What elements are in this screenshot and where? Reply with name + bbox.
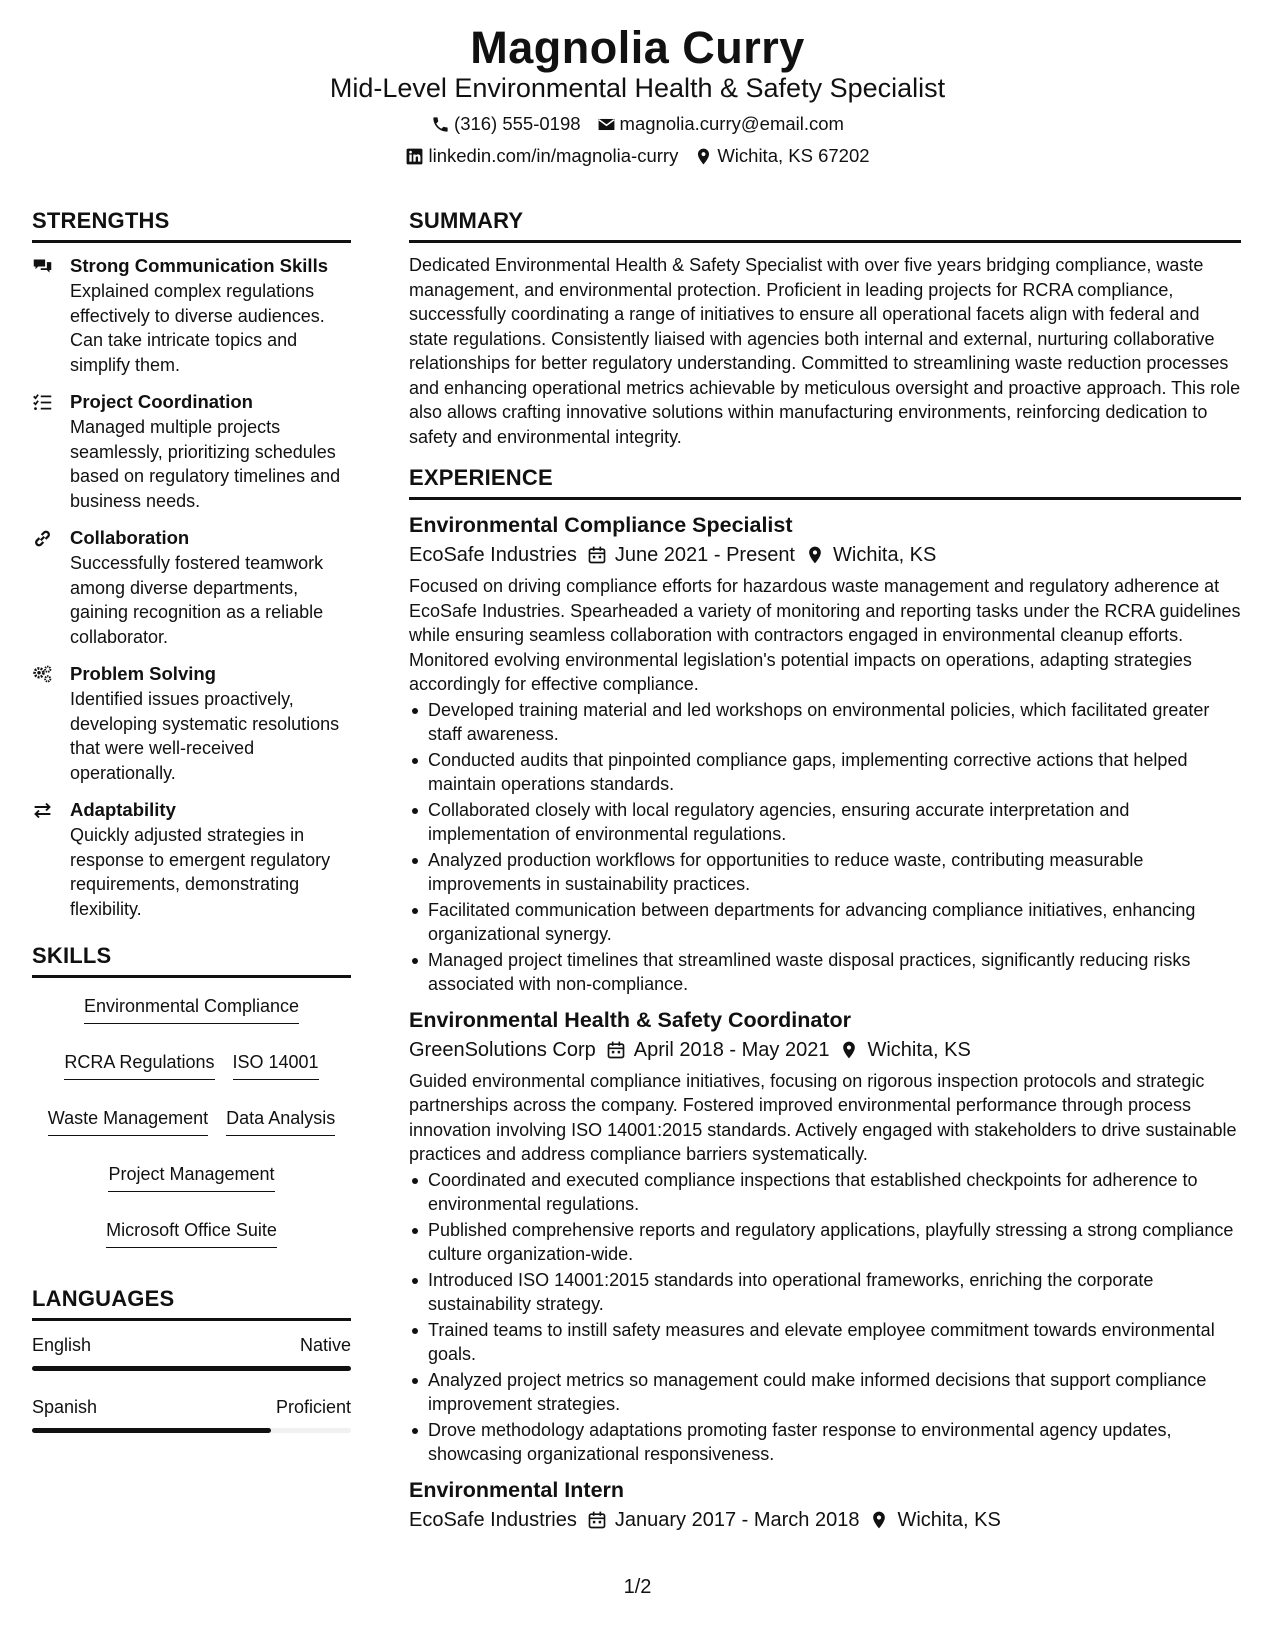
language-name: English bbox=[32, 1335, 92, 1355]
job-dates-wrap bbox=[587, 1505, 860, 1535]
job-dates-wrap bbox=[606, 1035, 830, 1065]
bullet-item: Facilitated communication between departments for advancing compliance initiatives, enhancing organizational synergy. bbox=[409, 898, 1241, 947]
bullet-item: Managed project timelines that streamlined waste disposal practices, significantly reducing risks associated with non-compliance. bbox=[409, 948, 1241, 997]
job-description: Focused on driving compliance efforts for hazardous waste management and regulatory adherence at EcoSafe Industries. Spearheaded a variety of monitoring and reporting tasks under the RCRA guidelines while ensuring seamless collaboration with contractors engaged in environmental cleanup efforts. Monitored evolving environmental legislation's potential impacts on operations, adapting strategies accordingly for effective compliance. bbox=[409, 576, 1241, 694]
job-dates: June 2021 - Present bbox=[614, 544, 795, 566]
skill-tag: RCRA Regulations bbox=[64, 1050, 214, 1080]
job-title: Environmental Intern bbox=[409, 1477, 625, 1502]
job-location-wrap bbox=[869, 1505, 1000, 1535]
arrows-exchange-icon bbox=[32, 800, 53, 821]
comments-icon bbox=[32, 256, 53, 277]
language-item bbox=[32, 1397, 351, 1433]
skills-list bbox=[32, 988, 351, 1256]
language-proficiency-fill bbox=[32, 1428, 271, 1433]
strength-description: Managed multiple projects seamlessly, prioritizing schedules based on regulatory timelines and business needs. bbox=[70, 417, 341, 511]
job-company: GreenSolutions Corp bbox=[409, 1038, 596, 1061]
strength-description: Successfully fostered teamwork among diverse departments, gaining recognition as a reliable collaborator. bbox=[70, 553, 324, 647]
email-contact[interactable] bbox=[597, 113, 844, 135]
strength-item bbox=[32, 253, 351, 377]
link-icon bbox=[32, 528, 53, 549]
job-company: EcoSafe Industries bbox=[409, 544, 577, 566]
job-location: Wichita, KS bbox=[897, 1508, 1001, 1531]
bullet-item: Collaborated closely with local regulatory agencies, ensuring accurate interpretation and implementation of environmental regulations. bbox=[409, 798, 1241, 847]
gears-icon bbox=[32, 664, 53, 685]
job-location: Wichita, KS bbox=[867, 1038, 971, 1061]
job-meta bbox=[409, 1035, 1241, 1065]
location-text: Wichita, KS 67202 bbox=[717, 145, 870, 166]
right-column bbox=[409, 208, 1241, 1535]
job-location-wrap bbox=[805, 540, 936, 570]
strength-description: Identified issues proactively, developing systematic resolutions that were well-received operationally. bbox=[70, 689, 340, 783]
email-address: magnolia.curry@email.com bbox=[619, 113, 844, 134]
strength-title: Adaptability bbox=[70, 799, 176, 820]
strength-item bbox=[32, 661, 351, 785]
strength-title: Collaboration bbox=[70, 527, 190, 548]
bullet-item: Developed training material and led workshops on environmental policies, which facilitated greater staff awareness. bbox=[409, 698, 1241, 747]
page-number: 1/2 bbox=[623, 1576, 652, 1598]
left-column bbox=[32, 208, 351, 1433]
job-title: Environmental Health & Safety Coordinator bbox=[409, 1007, 852, 1032]
languages-heading: LANGUAGES bbox=[32, 1286, 351, 1321]
summary-heading: SUMMARY bbox=[409, 208, 1241, 243]
map-pin-icon bbox=[869, 1510, 889, 1530]
envelope-icon bbox=[597, 115, 616, 134]
linkedin-contact[interactable] bbox=[405, 145, 678, 167]
job-location: Wichita, KS bbox=[833, 544, 937, 566]
map-pin-icon bbox=[805, 545, 825, 565]
contact-row-1 bbox=[0, 113, 1275, 135]
map-pin-icon bbox=[839, 1040, 859, 1060]
bullet-item: Published comprehensive reports and regulatory applications, playfully stressing a strong compliance culture organization-wide. bbox=[409, 1218, 1241, 1267]
job-entry bbox=[409, 510, 1241, 997]
experience-list bbox=[409, 510, 1241, 1535]
language-level: Native bbox=[299, 1335, 351, 1355]
skill-tag: Waste Management bbox=[48, 1106, 208, 1136]
strength-title: Problem Solving bbox=[70, 663, 216, 684]
skill-tag: ISO 14001 bbox=[233, 1050, 319, 1080]
contact-row-2 bbox=[0, 145, 1275, 167]
calendar-icon bbox=[587, 545, 607, 565]
language-level: Proficient bbox=[275, 1397, 351, 1417]
linkedin-icon bbox=[405, 147, 424, 166]
skill-tag: Environmental Compliance bbox=[84, 994, 299, 1024]
skills-heading: SKILLS bbox=[32, 943, 351, 978]
job-dates: April 2018 - May 2021 bbox=[633, 1038, 830, 1061]
bullet-item: Introduced ISO 14001:2015 standards into operational frameworks, enriching the corporate sustainability strategy. bbox=[409, 1268, 1241, 1317]
job-dates: January 2017 - March 2018 bbox=[614, 1508, 860, 1531]
job-location-wrap bbox=[839, 1035, 970, 1065]
bullet-item: Analyzed production workflows for opportunities to reduce waste, contributing measurable improvements in sustainability practices. bbox=[409, 848, 1241, 897]
strength-description: Quickly adjusted strategies in response to emergent regulatory requirements, demonstrating flexibility. bbox=[70, 825, 331, 919]
map-pin-icon bbox=[694, 147, 713, 166]
strength-title: Project Coordination bbox=[70, 391, 253, 412]
summary-text: Dedicated Environmental Health & Safety Specialist with over five years bridging compliance, waste management, and environmental protection. Proficient in leading projects for RCRA compliance, successfully coordinating a range of initiatives to ensure all operational facets align with federal and state regulations. Consistently liaised with agencies both internal and external, nurturing collaborative relationships for better regulatory understanding. Committed to streamlining waste reduction processes and enhancing operational metrics achievable by meticulous oversight and proactive approach. This role also allows crafting innovative solutions within manufacturing environments, reinforcing dedication to safety and environmental integrity. bbox=[409, 255, 1241, 447]
list-check-icon bbox=[32, 392, 53, 413]
skill-tag: Microsoft Office Suite bbox=[106, 1218, 277, 1248]
calendar-icon bbox=[606, 1040, 626, 1060]
job-title: Environmental Compliance Specialist bbox=[409, 513, 793, 537]
bullet-item: Trained teams to instill safety measures and elevate employee commitment towards environmental goals. bbox=[409, 1318, 1241, 1367]
language-proficiency-fill bbox=[32, 1366, 351, 1371]
language-proficiency-bar bbox=[32, 1428, 351, 1433]
language-name: Spanish bbox=[32, 1397, 98, 1417]
job-entry bbox=[409, 1005, 1241, 1467]
job-description: Guided environmental compliance initiatives, focusing on rigorous inspection protocols and strategic partnerships across the company. Fostered improved environmental performance through process innovation involving ISO 14001:2015 standards. Actively engaged with stakeholders to drive sustainable practices and address compliance barriers systematically. bbox=[409, 1070, 1237, 1164]
job-dates-wrap bbox=[587, 540, 795, 570]
linkedin-url: linkedin.com/in/magnolia-curry bbox=[428, 145, 679, 166]
strength-item bbox=[32, 389, 351, 513]
strength-description: Explained complex regulations effectively to diverse audiences. Can take intricate topics and simplify them. bbox=[70, 281, 325, 375]
calendar-icon bbox=[587, 1510, 607, 1530]
language-item bbox=[32, 1335, 351, 1371]
job-meta bbox=[409, 1505, 1241, 1535]
phone-contact[interactable] bbox=[431, 113, 581, 135]
job-meta bbox=[409, 540, 1241, 570]
job-company: EcoSafe Industries bbox=[409, 1508, 577, 1531]
phone-number: (316) 555-0198 bbox=[454, 113, 581, 134]
bullet-item: Conducted audits that pinpointed compliance gaps, implementing corrective actions that helped maintain operations standards. bbox=[409, 748, 1241, 797]
bullet-item: Analyzed project metrics so management could make informed decisions that support compliance improvement strategies. bbox=[409, 1368, 1241, 1417]
strengths-heading: STRENGTHS bbox=[32, 208, 351, 243]
phone-icon bbox=[431, 115, 450, 134]
bullet-item: Coordinated and executed compliance inspections that established checkpoints for adherence to environmental regulations. bbox=[409, 1168, 1241, 1217]
language-proficiency-bar bbox=[32, 1366, 351, 1371]
candidate-title: Mid-Level Environmental Health & Safety Specialist bbox=[329, 73, 946, 103]
location-contact bbox=[694, 145, 869, 167]
experience-heading: EXPERIENCE bbox=[409, 465, 1241, 500]
job-bullets bbox=[409, 1168, 1241, 1467]
strength-item bbox=[32, 797, 351, 921]
strength-item bbox=[32, 525, 351, 649]
job-entry bbox=[409, 1475, 1241, 1535]
skill-tag: Project Management bbox=[108, 1162, 274, 1192]
bullet-item: Drove methodology adaptations promoting faster response to environmental agency updates, showcasing organizational responsiveness. bbox=[409, 1418, 1241, 1467]
job-bullets bbox=[409, 698, 1241, 997]
candidate-name: Magnolia Curry bbox=[470, 22, 805, 73]
skill-tag: Data Analysis bbox=[226, 1106, 335, 1136]
strength-title: Strong Communication Skills bbox=[70, 255, 328, 276]
